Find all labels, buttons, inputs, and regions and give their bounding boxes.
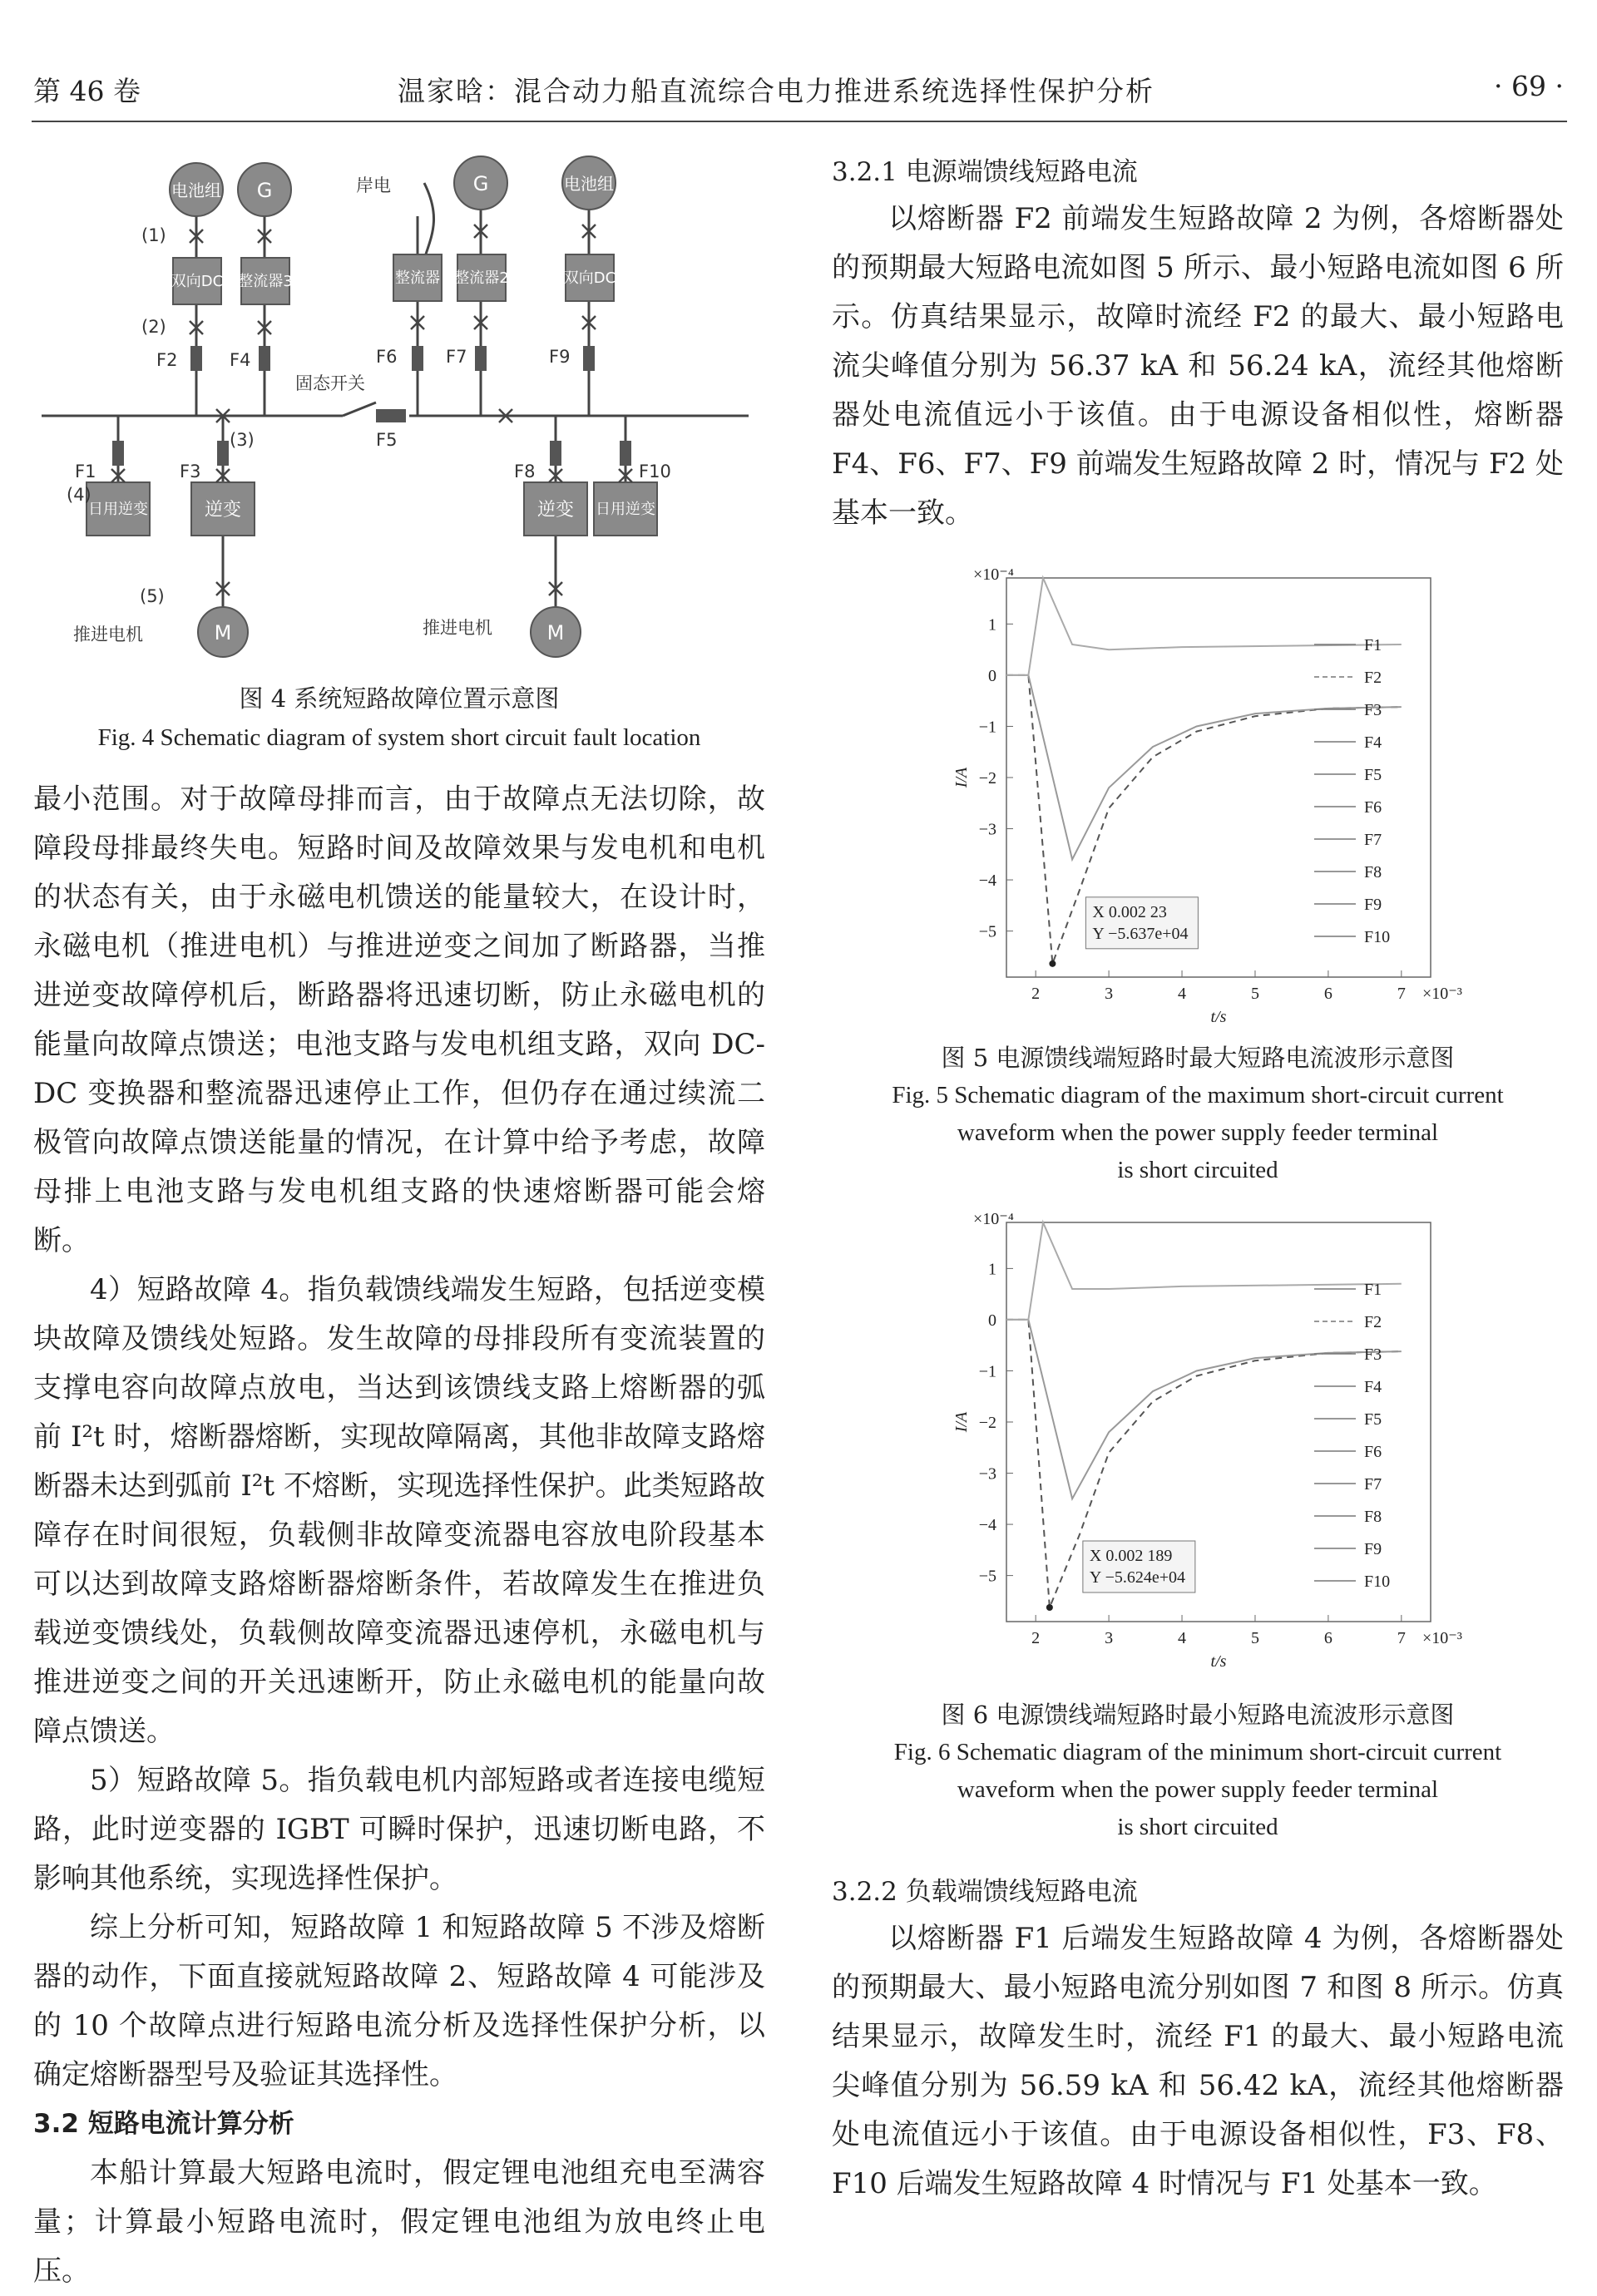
section-3-2-heading: 3.2 短路电流计算分析 [33, 2109, 294, 2139]
x-tick-label: 7 [1397, 1629, 1406, 1647]
rectifier-shore: 整流器 [395, 269, 440, 287]
legend-label-f8: F8 [1364, 1508, 1382, 1526]
left-para-1: 最小范围。对于故障母排而言，由于故障点无法切除，故障段母排最终失电。短路时间及故障效果与发电机和电机的状态有关，由于永磁电机馈送的能量较大，在设计时，永磁电机（推进电机）与推进逆变之间加了断路器，当推进逆变故障停机后，断路器将迅速切断，防止永磁电机的能量向故障点馈送；电池支路与发电机组支路，双向 DC-DC 变换器和整流器迅速停止工作，但仍存在通过续流二极管向故障点馈送能量的情况，在计算中给予考虑，故障母排上电池支路与发电机组支路的快速熔断器可能会熔断。 [33, 783, 765, 1257]
datatip-x: X 0.002 23 [1092, 902, 1167, 921]
rectifier-2: 整流器2 [454, 269, 509, 287]
x-tick-label: 5 [1250, 985, 1259, 1003]
legend-label-f5: F5 [1364, 1410, 1382, 1429]
x-tick-label: 4 [1178, 985, 1187, 1003]
fig4-caption-cn: 图 4 系统短路故障位置示意图 [239, 684, 560, 713]
legend-label-f3: F3 [1364, 1346, 1382, 1364]
x-tick-label: 7 [1397, 985, 1406, 1003]
fuse-f9: F9 [549, 347, 571, 367]
fig5-chart [948, 561, 1497, 1027]
legend-label-f2: F2 [1364, 1313, 1382, 1331]
right-para-2: 以熔断器 F1 后端发生短路故障 4 为例，各熔断器处的预期最大、最小短路电流分别如图 7 和图 8 所示。仿真结果显示，故障发生时，流经 F1 的最大、最小短路电流尖峰值分别为 56.59 kA 和 56.42 kA，流经其他熔断器处电流值远小于该值。由于电源设备相似性，F3、F8、F10 后端发生短路故障 4 时情况与 F1 处基本一致。 [832, 1922, 1564, 2200]
x-tick-label: 5 [1250, 1629, 1259, 1647]
fault-5: (5) [140, 586, 165, 606]
fig5-caption-en3: is short circuited [1117, 1157, 1278, 1183]
left-column [33, 775, 765, 2296]
x-multiplier: ×10⁻³ [1422, 985, 1462, 1003]
fig6-chart [948, 1206, 1497, 1671]
daily-inverter-left: 日用逆变 [88, 501, 148, 518]
x-tick-label: 4 [1178, 1629, 1187, 1647]
generator-label-left: G [256, 179, 273, 202]
fuse-f10: F10 [639, 462, 671, 481]
page-number: · 69 · [1494, 70, 1564, 102]
legend-label-f7: F7 [1364, 1475, 1382, 1494]
solid-state-switch-label: 固态开关 [295, 373, 365, 393]
fig5-caption-en1: Fig. 5 Schematic diagram of the maximum short-circuit current [892, 1082, 1504, 1108]
fuse-f2: F2 [156, 350, 178, 370]
x-tick-label: 2 [1031, 1629, 1041, 1647]
running-head-title: 温家晗：混合动力船直流综合电力推进系统选择性保护分析 [398, 75, 1154, 107]
x-axis-label: t/s [1210, 1008, 1227, 1026]
battery-label-left: 电池组 [171, 180, 221, 200]
y-tick-label: −3 [978, 820, 996, 839]
fig5-caption-en2: waveform when the power supply feeder terminal [957, 1119, 1439, 1146]
y-tick-label: 0 [988, 1311, 996, 1330]
fig6-caption-en2: waveform when the power supply feeder terminal [957, 1776, 1439, 1803]
y-tick-label: −3 [978, 1464, 996, 1484]
legend-label-f4: F4 [1364, 733, 1382, 752]
datatip-point [1049, 960, 1056, 967]
y-tick-label: −2 [978, 769, 996, 788]
fault-2: (2) [141, 317, 166, 337]
bidirectional-dc-right: 双向DC [563, 269, 616, 287]
fuse-f4: F4 [230, 350, 251, 370]
legend-label-f6: F6 [1364, 798, 1382, 817]
fig5-caption-cn: 图 5 电源馈线端短路时最大短路电流波形示意图 [941, 1044, 1455, 1072]
y-tick-label: −1 [978, 1362, 996, 1381]
fault-3: (3) [230, 430, 255, 450]
daily-inverter-right: 日用逆变 [596, 501, 655, 518]
y-tick-label: −5 [978, 922, 996, 941]
legend-label-f8: F8 [1364, 863, 1382, 881]
legend-label-f5: F5 [1364, 766, 1382, 784]
fig5-caption [832, 1039, 1564, 1189]
legend-label-f10: F10 [1364, 1573, 1391, 1591]
right-column-top [832, 150, 1564, 538]
header-rule [32, 121, 1567, 122]
legend-label-f10: F10 [1364, 928, 1391, 946]
y-tick-label: 0 [988, 666, 996, 685]
x-tick-label: 2 [1031, 985, 1041, 1003]
left-para-2: 4）短路故障 4。指负载馈线端发生短路，包括逆变模块故障及馈线处短路。发生故障的母排段所有变流装置的支撑电容向故障点放电，当达到该馈线支路上熔断器的弧前 I²t 时，熔断器熔断，实现故障隔离，其他非故障支路熔断器未达到弧前 I²t 不熔断，实现选择性保护。此类短路故障存在时间很短，负载侧非故障变流器电容放电阶段基本可以达到故障支路熔断器熔断条件，若故障发生在推进负载逆变馈线处，负载侧故障变流器迅速停机，永磁电机与推进逆变之间的开关迅速断开，防止永磁电机的能量向故障点馈送。 [33, 1273, 765, 1748]
y-tick-label: −5 [978, 1567, 996, 1586]
fuse-f1: F1 [75, 462, 96, 481]
prop-inverter-left: 逆变 [204, 500, 242, 521]
y-tick-label: −4 [978, 871, 996, 891]
y-multiplier: ×10⁻⁴ [973, 565, 1014, 584]
legend-label-f1: F1 [1364, 636, 1382, 654]
left-para-3: 5）短路故障 5。指负载电机内部短路或者连接电缆短路，此时逆变器的 IGBT 可瞬时保护，迅速切断电路，不影响其他系统，实现选择性保护。 [33, 1764, 765, 1895]
shore-power-label: 岸电 [356, 175, 391, 195]
fig4-caption [33, 680, 765, 757]
fig6-caption-en1: Fig. 6 Schematic diagram of the minimum short-circuit current [893, 1739, 1502, 1765]
legend-label-f1: F1 [1364, 1281, 1382, 1299]
fuse-f7: F7 [446, 347, 467, 367]
datatip-y: Y −5.624e+04 [1089, 1568, 1186, 1587]
fuse-f3: F3 [180, 462, 201, 481]
x-tick-label: 3 [1105, 1629, 1114, 1647]
fig6-caption-en3: is short circuited [1117, 1814, 1278, 1840]
y-tick-label: 1 [988, 615, 996, 634]
legend-label-f3: F3 [1364, 701, 1382, 719]
fault-4: (4) [67, 485, 91, 505]
fuse-f5: F5 [376, 430, 398, 450]
y-tick-label: −2 [978, 1414, 996, 1432]
prop-motor-label-left: 推进电机 [73, 625, 143, 644]
y-axis-label: I/A [952, 767, 971, 788]
x-tick-label: 6 [1323, 985, 1332, 1003]
y-axis-label: I/A [952, 1411, 971, 1433]
left-para-4: 综上分析可知，短路故障 1 和短路故障 5 不涉及熔断器的动作，下面直接就短路故障 2、短路故障 4 可能涉及的 10 个故障点进行短路电流分析及选择性保护分析，以确定熔断器型号及验证其选择性。 [33, 1911, 765, 2091]
legend-label-f4: F4 [1364, 1378, 1382, 1396]
battery-label-right: 电池组 [564, 174, 614, 194]
motor-right: M [546, 621, 565, 644]
legend-label-f6: F6 [1364, 1443, 1382, 1461]
x-multiplier: ×10⁻³ [1422, 1629, 1462, 1647]
fig6-caption-cn: 图 6 电源馈线端短路时最小短路电流波形示意图 [941, 1701, 1455, 1729]
section-3-2-2-heading: 3.2.2 负载端馈线短路电流 [832, 1877, 1138, 1907]
datatip-x: X 0.002 189 [1089, 1547, 1173, 1566]
running-head-volume: 第 46 卷 [33, 75, 141, 107]
y-multiplier: ×10⁻⁴ [973, 1210, 1014, 1228]
y-tick-label: 1 [988, 1260, 996, 1279]
fuse-f8: F8 [514, 462, 536, 481]
y-tick-label: −1 [978, 718, 996, 737]
x-axis-label: t/s [1210, 1652, 1227, 1671]
section-3-2-1-heading: 3.2.1 电源端馈线短路电流 [832, 157, 1138, 187]
y-tick-label: −4 [978, 1516, 996, 1535]
right-column-bottom [832, 1869, 1564, 2209]
legend-label-f9: F9 [1364, 1540, 1382, 1558]
prop-inverter-right: 逆变 [536, 500, 575, 521]
fig4-schematic [33, 150, 782, 665]
motor-left: M [214, 621, 232, 644]
x-tick-label: 6 [1323, 1629, 1332, 1647]
x-tick-label: 3 [1105, 985, 1114, 1003]
rectifier-3: 整流器3 [238, 273, 293, 290]
legend-label-f2: F2 [1364, 669, 1382, 687]
fig6-caption [832, 1696, 1564, 1846]
generator-label-right: G [472, 172, 489, 195]
prop-motor-label-right: 推进电机 [423, 618, 492, 638]
right-para-1: 以熔断器 F2 前端发生短路故障 2 为例，各熔断器处的预期最大短路电流如图 5 所示、最小短路电流如图 6 所示。仿真结果显示，故障时流经 F2 的最大、最小短路电流尖峰值分别为 56.37 kA 和 56.24 kA，流经其他熔断器处电流值远小于该值。由于电源设备相似性，熔断器 F4、F6、F7、F9 前端发生短路故障 2 时，情况与 F2 处基本一致。 [832, 202, 1564, 530]
legend-label-f7: F7 [1364, 831, 1382, 849]
fault-1: (1) [141, 225, 166, 245]
datatip-y: Y −5.637e+04 [1092, 924, 1189, 943]
left-para-5: 本船计算最大短路电流时，假定锂电池组充电至满容量；计算最小短路电流时，假定锂电池组为放电终止电压。 [33, 2156, 765, 2288]
legend-label-f9: F9 [1364, 896, 1382, 914]
bidirectional-dc-left: 双向DC [171, 273, 224, 290]
fuse-f6: F6 [376, 347, 398, 367]
datatip-point [1046, 1604, 1053, 1611]
fig4-caption-en: Fig. 4 Schematic diagram of system short circuit fault location [97, 724, 701, 751]
